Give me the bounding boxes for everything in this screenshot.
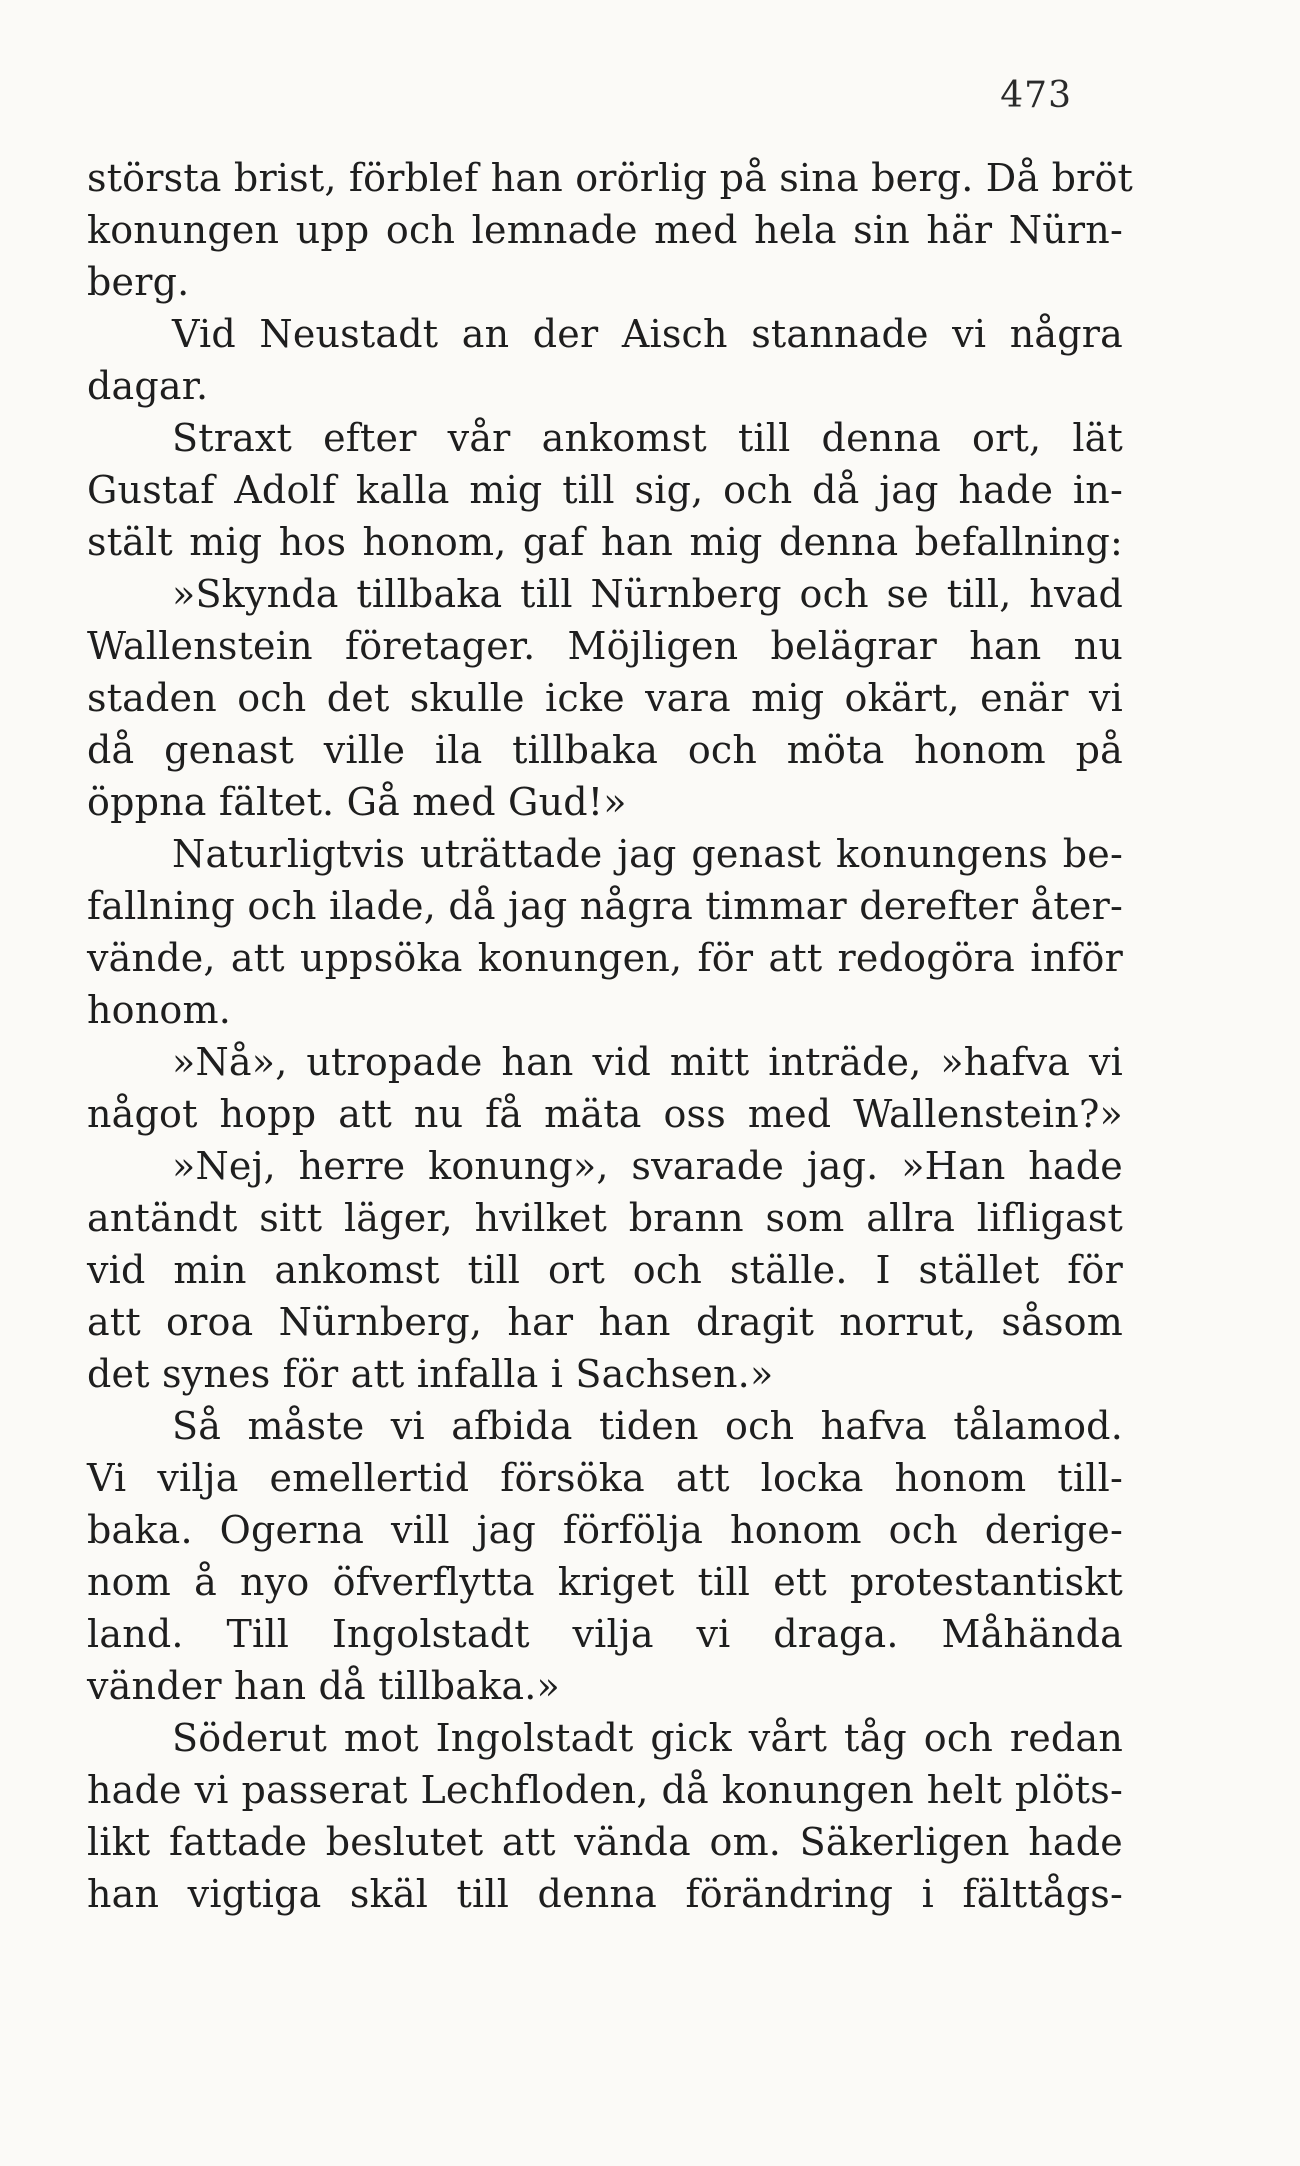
text-line: Söderut mot Ingolstadt gick vårt tåg och redan — [172, 1716, 1123, 1760]
text-line: likt fattade beslutet att vända om. Säkerligen hade — [87, 1820, 1123, 1864]
text-line: Vi vilja emellertid försöka att locka honom till- — [87, 1456, 1123, 1500]
text-line: Så måste vi afbida tiden och hafva tålamod. — [172, 1404, 1123, 1448]
text-line: det synes för att infalla i Sachsen.» — [87, 1352, 774, 1396]
text-line: konungen upp och lemnade med hela sin här Nürn- — [87, 208, 1123, 252]
text-line: Wallenstein företager. Möjligen belägrar han nu — [87, 624, 1123, 668]
text-line: staden och det skulle icke vara mig okärt, enär vi — [87, 676, 1123, 720]
text-line: att oroa Nürnberg, har han dragit norrut, såsom — [87, 1300, 1123, 1344]
text-line: Naturligtvis uträttade jag genast konungens be- — [172, 832, 1123, 876]
text-line: största brist, förblef han orörlig på sina berg. Då bröt — [87, 156, 1134, 200]
text-line: berg. — [87, 260, 190, 304]
text-line: »Skynda tillbaka till Nürnberg och se till, hvad — [172, 572, 1123, 616]
text-line: vände, att uppsöka konungen, för att redogöra inför — [87, 936, 1123, 980]
text-line: antändt sitt läger, hvilket brann som allra lifligast — [87, 1196, 1123, 1240]
page-number: 473 — [1000, 75, 1072, 116]
text-line: land. Till Ingolstadt vilja vi draga. Måhända — [87, 1612, 1123, 1656]
text-line: vänder han då tillbaka.» — [87, 1664, 560, 1708]
text-line: öppna fältet. Gå med Gud!» — [87, 780, 627, 824]
text-line: Gustaf Adolf kalla mig till sig, och då jag hade in- — [87, 468, 1123, 512]
text-line: honom. — [87, 988, 232, 1032]
text-line: dagar. — [87, 364, 209, 408]
text-line: fallning och ilade, då jag några timmar derefter åter- — [87, 884, 1123, 928]
text-line: baka. Ogerna vill jag förfölja honom och derige- — [87, 1508, 1123, 1552]
body-text — [87, 152, 1134, 1920]
text-line: han vigtiga skäl till denna förändring i fälttågs- — [87, 1872, 1123, 1916]
text-line: Vid Neustadt an der Aisch stannade vi några — [172, 312, 1123, 356]
text-line: vid min ankomst till ort och ställe. I stället för — [87, 1248, 1123, 1292]
text-line: något hopp att nu få mäta oss med Wallenstein?» — [87, 1092, 1123, 1136]
text-line: Straxt efter vår ankomst till denna ort, lät — [172, 416, 1123, 460]
text-line: stält mig hos honom, gaf han mig denna befallning: — [87, 520, 1123, 564]
text-line: »Nå», utropade han vid mitt inträde, »hafva vi — [172, 1040, 1123, 1084]
text-line: då genast ville ila tillbaka och möta honom på — [87, 728, 1123, 772]
text-line: nom å nyo öfverflytta kriget till ett protestantiskt — [87, 1560, 1123, 1604]
text-line: »Nej, herre konung», svarade jag. »Han hade — [172, 1144, 1123, 1188]
text-line: hade vi passerat Lechfloden, då konungen helt plöts- — [87, 1768, 1123, 1812]
